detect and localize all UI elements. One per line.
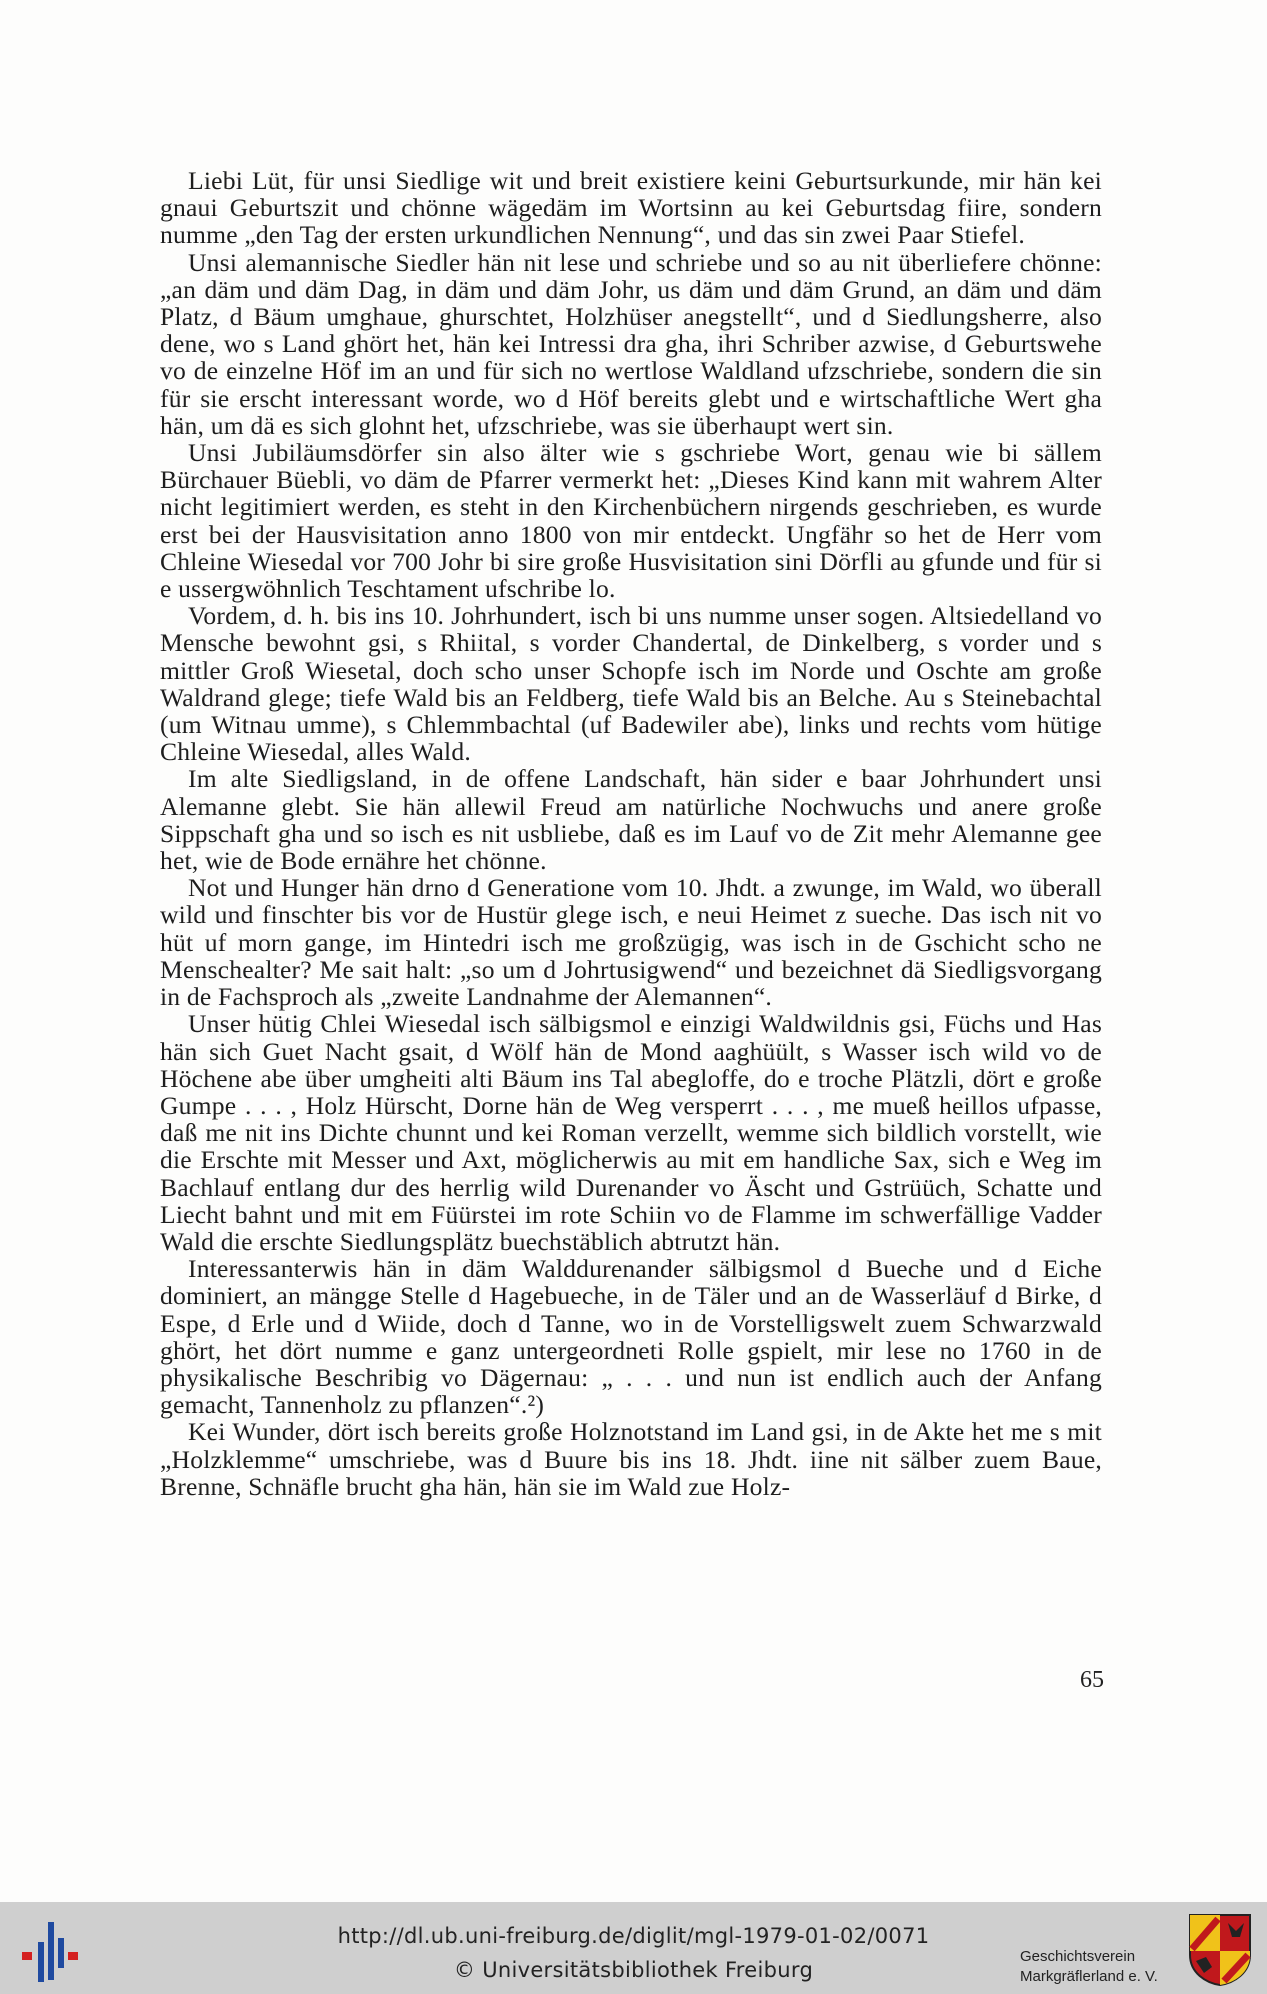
paragraph: Interessanterwis hän in däm Walddurenander sälbigsmol d Bueche und d Eiche dominiert, an mängge Stelle d Hagebueche, in de Täler und an de Wasserläuf d Birke, d Espe, d Erle und d Wiide, doch d Tanne, wo in de Vorstelligswelt zuem Schwarzwald ghört, het dört numme e ganz untergeordneti Rolle gspielt, mir lese no 1760 in de physikalische Beschribig vo Dägernau: „ . . . und nun ist endlich auch der Anfang gemacht, Tannenholz zu pflanzen“.²)	[160, 1254, 1102, 1420]
page-number: 65	[1080, 1667, 1104, 1693]
paragraph: Not und Hunger hän drno d Generatione vom 10. Jhdt. a zwunge, im Wald, wo überall wild und finschter bis vor de Hustür glege isch, e neui Heimet z sueche. Das isch nit vo hüt uf morn gange, im Hintedri isch me großzügig, was isch in de Gschicht scho ne Menschealter? Me sait halt: „so um d Johrtusigwend“ und bezeichnet dä Siedligsvorgang in de Fachsproch als „zweite Landnahme der Alemannen“.	[160, 873, 1102, 1012]
society-line: Geschichtsverein	[1020, 1948, 1136, 1965]
copyright-text: © Universitätsbibliothek Freiburg	[453, 1958, 814, 1982]
paragraph: Vordem, d. h. bis ins 10. Johrhundert, isch bi uns numme unser sogen. Altsiedelland vo Mensche bewohnt gsi, s Rhiital, s vorder Chandertal, de Dinkelberg, s vorder und s mittler Groß Wiesetal, doch scho unser Schopfe isch im Norde und Oschte am große Waldrand glege; tiefe Wald bis an Feldberg, tiefe Wald bis an Belche. Au s Steinebachtal (um Witnau umme), s Chlemmbachtal (uf Badewiler abe), links und rechts vom hütige Chleine Wiesedal, alles Wald.	[160, 601, 1102, 767]
paragraph: Kei Wunder, dört isch bereits große Holznotstand im Land gsi, in de Akte het me s mit „Holzklemme“ umschriebe, was d Buure bis ins 18. Jhdt. iine nit sälber zuem Baue, Brenne, Schnäfle brucht gha hän, hän sie im Wald zue Holz-	[160, 1417, 1102, 1501]
paragraph: Unser hütig Chlei Wiesedal isch sälbigsmol e einzigi Waldwildnis gsi, Füchs und Has hän sich Guet Nacht gsait, d Wölf hän de Mond aaghüült, s Wasser isch wild vo de Höchene abe über umgheiti alti Bäum ins Tal abegloffe, do e troche Plätzli, dört e große Gumpe . . . , Holz Hürscht, Dorne hän de Weg versperrt . . . , me mueß heillos ufpasse, daß me nit ins Dichte chunnt und kei Roman verzellt, wemme sich bildlich vorstellt, wie die Erschte mit Messer und Axt, möglicherwis au mit em handliche Sax, sich e Weg im Bachlauf entlang dur des herrlig wild Durenander vo Äscht und Gstrüüch, Schatte und Liecht bahnt und mit em Füürstei im rote Schiin vo de Flamme im schwerfällige Vadder Wald die erschte Siedlungsplätz buechstäblich abtrutzt hän.	[160, 1009, 1102, 1256]
document-url-link[interactable]: http://dl.ub.uni-freiburg.de/diglit/mgl-1979-01-02/0071	[337, 1924, 930, 1948]
society-line: Markgräflerland e. V.	[1020, 1968, 1158, 1985]
society-name	[1020, 1947, 1180, 1987]
paragraph: Unsi Jubiläumsdörfer sin also älter wie s gschriebe Wort, genau wie bi sällem Bürchauer Büebli, vo däm de Pfarrer vermerkt het: „Dieses Kind kann mit wahrem Alter nicht legitimiert werden, es steht in den Kirchenbüchern nirgends geschrieben, es wurde erst bei der Hausvisitation anno 1800 von mir entdeckt. Ungfähr so het de Herr vom Chleine Wiesedal vor 700 Johr bi sire große Husvisitation sini Dörfli au gfunde und für si e ussergwöhnlich Teschtament ufschribe lo.	[160, 438, 1102, 604]
footer-bar	[0, 1902, 1267, 1994]
paragraph: Im alte Siedligsland, in de offene Landschaft, hän sider e baar Johrhundert unsi Alemanne glebt. Sie hän allewil Freud am natürliche Nochwuchs und anere große Sippschaft gha und so isch es nit usbliebe, daß es im Lauf vo de Zit mehr Alemanne gee het, wie de Bode ernähre het chönne.	[160, 764, 1102, 876]
society-crest-icon[interactable]	[1186, 1911, 1254, 1987]
paragraph: Liebi Lüt, für unsi Siedlige wit und breit existiere keini Geburtsurkunde, mir hän kei gnaui Geburtszit und chönne wägedäm im Wortsinn au kei Geburtsdag fiire, sondern numme „den Tag der ersten urkundlichen Nennung“, und das sin zwei Paar Stiefel.	[160, 166, 1102, 250]
body-text	[160, 167, 1102, 1500]
paragraph: Unsi alemannische Siedler hän nit lese und schriebe und so au nit überliefere chönne: „an däm und däm Dag, in däm und däm Johr, us däm und däm Grund, an däm und däm Platz, d Bäum umghaue, ghurschtet, Holzhüser anegstellt“, und d Siedlungsherre, also dene, wo s Land ghört het, hän kei Intressi dra gha, ihri Schriber azwise, d Geburtswehe vo de einzelne Höf im an und für sich no wertlose Waldland ufzschriebe, sondern die sin für sie erscht interessant worde, wo d Höf bereits glebt und e wirtschaftliche Wert gha hän, um dä es sich glohnt het, ufzschriebe, was sie überhaupt wert sin.	[160, 247, 1102, 440]
